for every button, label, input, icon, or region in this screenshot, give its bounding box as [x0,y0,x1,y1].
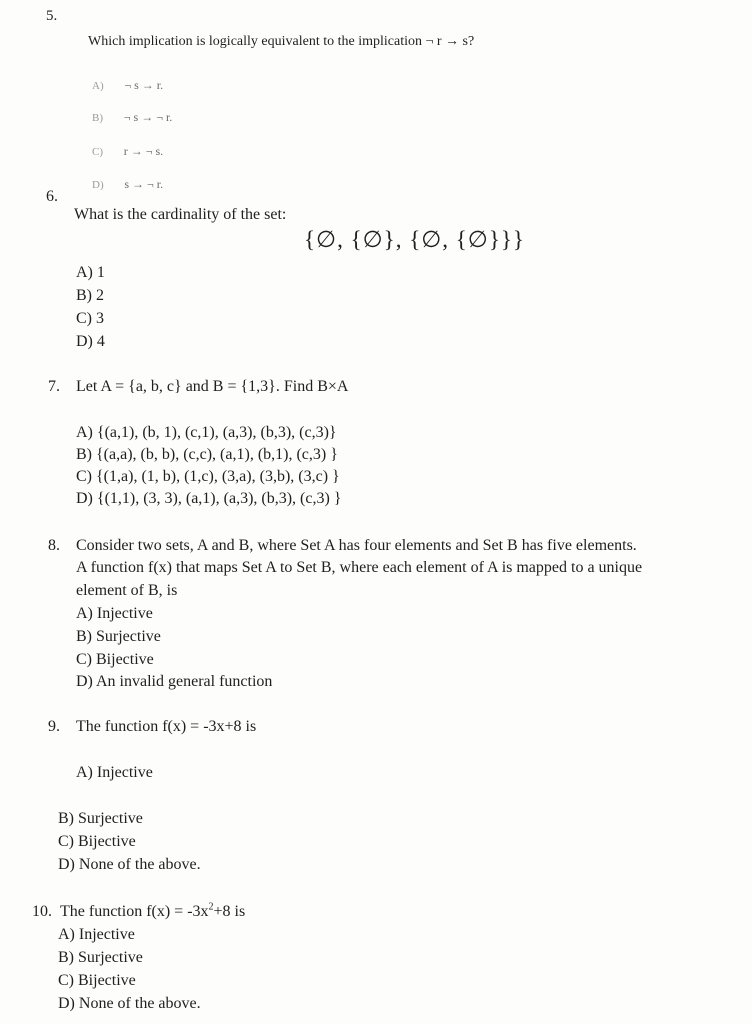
q5-option-d[interactable]: D) s → ¬ r. [92,177,164,191]
q7-option-d[interactable]: D) {(1,1), (3, 3), (a,1), (a,3), (b,3), (c,3) } [76,490,342,507]
q6-option-c[interactable]: C) 3 [76,310,104,327]
q10-number: 10. [32,903,52,920]
q6-prompt: What is the cardinality of the set: [74,206,287,223]
q5-prompt: Which implication is logically equivalent to the implication ¬ r → s? [88,34,475,49]
q10-prompt: The function $f(x) = -3x^2+8$ is [60,901,246,920]
q9-option-b[interactable]: B) Surjective [58,810,143,827]
q8-option-d[interactable]: D) An invalid general function [76,673,273,690]
q6-option-b[interactable]: B) 2 [76,287,104,304]
q6-number: 6. [46,188,58,205]
q6-set-expression: {∅, {∅}, {∅, {∅}}} [304,227,525,252]
q8-option-c[interactable]: C) Bijective [76,651,154,668]
q7-option-b[interactable]: B) {(a,a), (b, b), (c,c), (a,1), (b,1), (c,3) } [76,446,338,463]
q7-prompt: Let A = {a, b, c} and B = {1,3}. Find B×A [76,378,349,395]
q7-number: 7. [48,378,60,395]
q5-option-b[interactable]: B) ¬ s → ¬ r. [92,110,173,124]
q5-option-c[interactable]: C) r → ¬ s. [92,144,164,158]
q9-option-d[interactable]: D) None of the above. [58,856,201,873]
q10-option-c[interactable]: C) Bijective [58,972,136,989]
q10-option-b[interactable]: B) Surjective [58,949,143,966]
q6-option-d[interactable]: D) 4 [76,333,105,350]
q5-option-a[interactable]: A) ¬ s → r. [92,78,164,92]
q7-option-a[interactable]: A) {(a,1), (b, 1), (c,1), (a,3), (b,3), (c,3)} [76,424,337,441]
q6-option-a[interactable]: A) 1 [76,264,105,281]
q10-option-d[interactable]: D) None of the above. [58,995,201,1012]
q9-option-c[interactable]: C) Bijective [58,833,136,850]
q9-number: 9. [48,718,60,735]
q8-line-1: Consider two sets, A and B, where Set A has four elements and Set B has five elements. [76,537,637,554]
q8-line-3: element of B, is [76,582,178,599]
q9-prompt: The function f(x) = -3x+8 is [76,718,257,735]
q8-option-a[interactable]: A) Injective [76,605,153,622]
q8-number: 8. [48,537,60,554]
q5-number: 5. [46,8,58,24]
q9-option-a[interactable]: A) Injective [76,764,153,781]
q8-option-b[interactable]: B) Surjective [76,628,161,645]
q10-option-a[interactable]: A) Injective [58,926,135,943]
q8-line-2: A function f(x) that maps Set A to Set B, where each element of A is mapped to a unique [76,559,643,576]
q7-option-c[interactable]: C) {(1,a), (1, b), (1,c), (3,a), (3,b), (3,c) } [76,468,340,485]
